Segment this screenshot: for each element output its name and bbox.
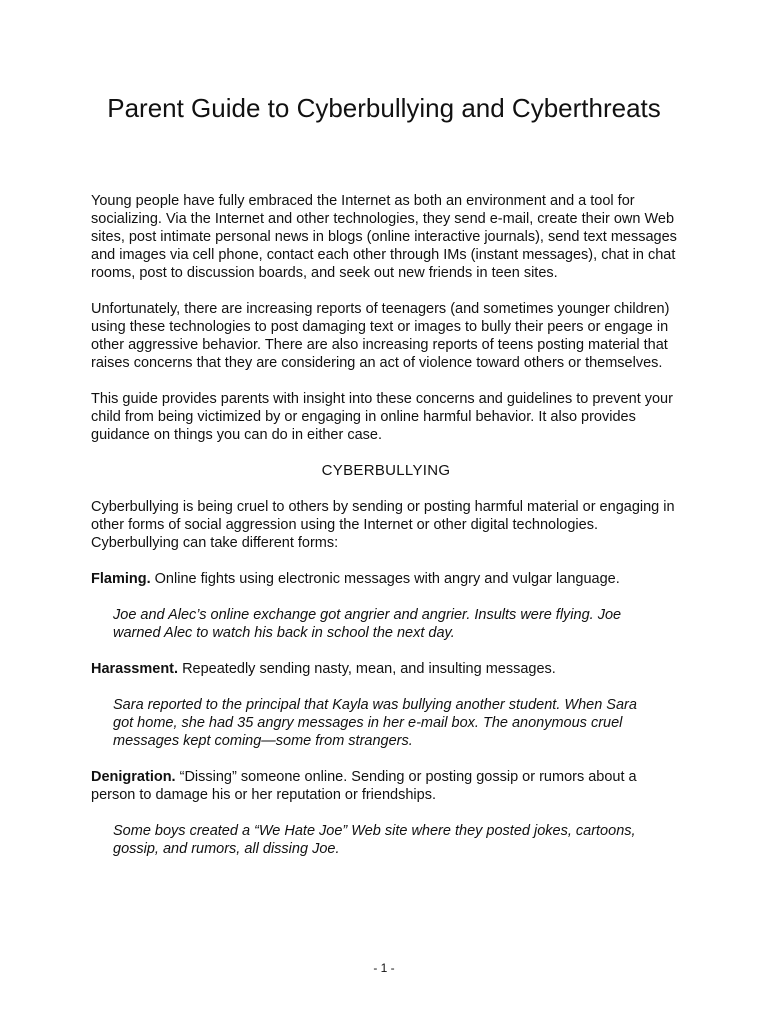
section-intro: Cyberbullying is being cruel to others by sending or posting harmful material or engaging in other forms of social aggression using the Internet or other digital technologies. Cyberbullying can take different forms: [91, 499, 675, 551]
form-example: Some boys created a “We Hate Joe” Web site where they posted jokes, cartoons, gossip, and rumors, all dissing Joe. [113, 823, 636, 857]
form-example: Sara reported to the principal that Kayla was bullying another student. When Sara got home, she had 35 angry messages in her e-mail box. The anonymous cruel messages kept coming—some from strangers. [113, 697, 637, 749]
form-example: Joe and Alec’s online exchange got angrier and angrier. Insults were flying. Joe warned Alec to watch his back in school the next day. [113, 607, 622, 641]
page-number: - 1 - [373, 961, 395, 975]
form-definition: Online fights using electronic messages with angry and vulgar language. [150, 571, 620, 587]
form-denigration [91, 768, 681, 804]
document-body [91, 192, 681, 876]
intro-paragraph-1: Young people have fully embraced the Internet as both an environment and a tool for socializing. Via the Internet and other technologies, they send e-mail, create their own Web sites, post intimate personal news in blogs (online interactive journals), send text messages and images via cell phone, contact each other through IMs (instant messages), chat in chat rooms, post to discussion boards, and seek out new friends in teen sites. [91, 193, 677, 281]
intro-paragraph-2: Unfortunately, there are increasing reports of teenagers (and sometimes younger children) using these technologies to post damaging text or images to bully their peers or engage in other aggressive behavior. There are also increasing reports of teens posting material that raises concerns that they are considering an act of violence toward others or themselves. [91, 301, 670, 371]
form-term: Flaming. [91, 571, 151, 587]
section-heading: CYBERBULLYING [321, 462, 451, 479]
form-flaming [91, 570, 681, 588]
form-term: Harassment. [91, 661, 179, 677]
document-title: Parent Guide to Cyberbullying and Cyberthreats [107, 93, 661, 123]
intro-paragraph-3: This guide provides parents with insight into these concerns and guidelines to prevent your child from being victimized by or engaging in online harmful behavior. It also provides guidance on things you can do in either case. [91, 391, 673, 443]
form-definition: “Dissing” someone online. Sending or posting gossip or rumors about a person to damage his or her reputation or friendships. [91, 769, 637, 803]
form-definition: Repeatedly sending nasty, mean, and insulting messages. [178, 661, 556, 677]
form-term: Denigration. [91, 769, 176, 785]
form-harassment [91, 660, 681, 678]
